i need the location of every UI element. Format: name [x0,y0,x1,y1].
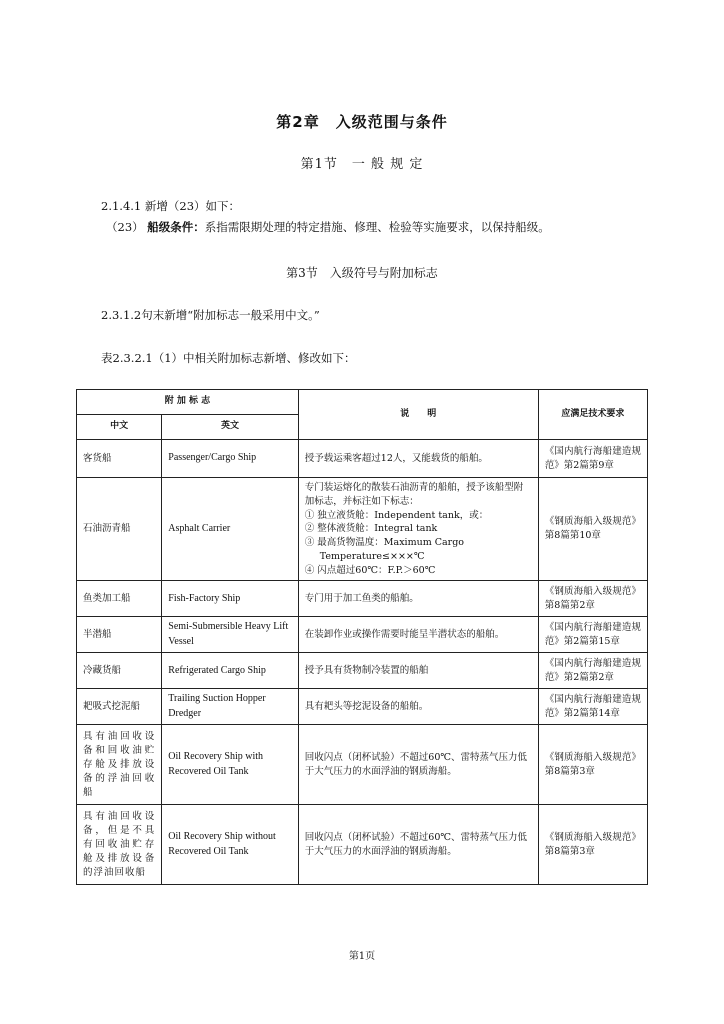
cell-description [298,440,538,478]
table-row [77,581,648,617]
paragraph-2-3-1-2: 2.3.1.2句末新增“附加标志一般采用中文。” [101,308,320,322]
description-line: 具有耙头等挖泥设备的船舶。 [304,700,429,712]
description-line: ④ 闪点超过60℃：F.P.＞60℃ [304,564,436,576]
header-chinese: 中文 [77,415,162,440]
description-line: 授予具有货物制冷装置的船舶 [304,664,429,676]
page-number: 第1页 [348,951,376,962]
cell-requirement: 《国内航行海船建造规范》第2篇第9章 [538,440,647,478]
cell-requirement: 《钢质海船入级规范》第8篇第2章 [538,581,647,617]
description-line: 回收闪点（闭杯试验）不超过60℃、雷特蒸气压力低于大气压力的水面浮油的钢质海船。 [304,752,527,777]
cell-english: Refrigerated Cargo Ship [162,653,298,689]
cell-requirement: 《钢质海船入级规范》第8篇第10章 [538,478,647,581]
description-line: 授予载运乘客超过12人，又能载货的船舶。 [304,452,488,464]
cell-description [298,725,538,805]
item-23-text: 系指需限期处理的特定措施、修理、检验等实施要求，以保持船级。 [204,220,550,234]
chapter-title: 第2章 入级范围与条件 [276,113,448,131]
table-row [77,689,648,725]
cell-chinese: 半潜船 [77,617,162,653]
cell-requirement: 《钢质海船入级规范》第8篇第3章 [538,805,647,885]
section-3-title: 第3节 入级符号与附加标志 [286,266,438,280]
cell-requirement: 《国内航行海船建造规范》第2篇第15章 [538,617,647,653]
cell-chinese: 具有油回收设备和回收油贮存舱及排放设备的浮油回收船 [77,725,162,805]
cell-chinese: 具有油回收设备，但是不具有回收油贮存舱及排放设备的浮油回收船 [77,805,162,885]
table-row [77,478,648,581]
item-23 [106,219,550,235]
cell-requirement: 《钢质海船入级规范》第8篇第3章 [538,725,647,805]
paragraph-2-1-4-1: 2.1.4.1 新增（23）如下： [101,199,241,213]
item-23-prefix: （23） [106,220,144,234]
cell-english: Oil Recovery Ship with Recovered Oil Tank [162,725,298,805]
cell-english: Oil Recovery Ship without Recovered Oil Tank [162,805,298,885]
cell-chinese: 客货船 [77,440,162,478]
cell-chinese: 石油沥青船 [77,478,162,581]
table-row [77,725,648,805]
table-row [77,617,648,653]
cell-chinese: 鱼类加工船 [77,581,162,617]
description-line: 回收闪点（闭杯试验）不超过60℃、雷特蒸气压力低于大气压力的水面浮油的钢质海船。 [304,832,527,857]
cell-english: Semi-Submersible Heavy Lift Vessel [162,617,298,653]
header-description: 说 明 [298,390,538,440]
description-line: 专门装运熔化的散装石油沥青的船舶，授予该船型附加标志，并标注如下标志： [304,482,524,507]
header-requirements: 应满足技术要求 [538,390,647,440]
description-line: 在装卸作业或操作需要时能呈半潜状态的船舶。 [304,628,505,640]
cell-english: Trailing Suction Hopper Dredger [162,689,298,725]
cell-requirement: 《国内航行海船建造规范》第2篇第14章 [538,689,647,725]
cell-chinese: 冷藏货船 [77,653,162,689]
description-line: ③ 最高货物温度：Maximum Cargo [304,537,465,549]
table-row [77,653,648,689]
cell-description [298,653,538,689]
description-line: 专门用于加工鱼类的船舶。 [304,592,419,604]
table-body [77,440,648,885]
notation-table [76,389,648,885]
cell-english: Asphalt Carrier [162,478,298,581]
description-line: ① 独立液货舱：Independent tank，或： [304,509,489,521]
cell-requirement: 《国内航行海船建造规范》第2篇第2章 [538,653,647,689]
description-line: ② 整体液货舱：Integral tank [304,523,438,535]
cell-description [298,581,538,617]
description-line: Temperature≤×××℃ [319,550,425,562]
cell-chinese: 耙吸式挖泥船 [77,689,162,725]
cell-description [298,689,538,725]
header-english: 英文 [162,415,298,440]
table-row [77,440,648,478]
item-23-term: 船级条件： [147,220,205,234]
cell-english: Passenger/Cargo Ship [162,440,298,478]
cell-description [298,617,538,653]
section-1-title: 第1节 一 般 规 定 [300,157,424,172]
cell-description [298,478,538,581]
cell-description [298,805,538,885]
header-notation-group: 附 加 标 志 [77,390,299,415]
table-row [77,805,648,885]
cell-english: Fish-Factory Ship [162,581,298,617]
table-intro: 表2.3.2.1（1）中相关附加标志新增、修改如下： [101,351,356,365]
